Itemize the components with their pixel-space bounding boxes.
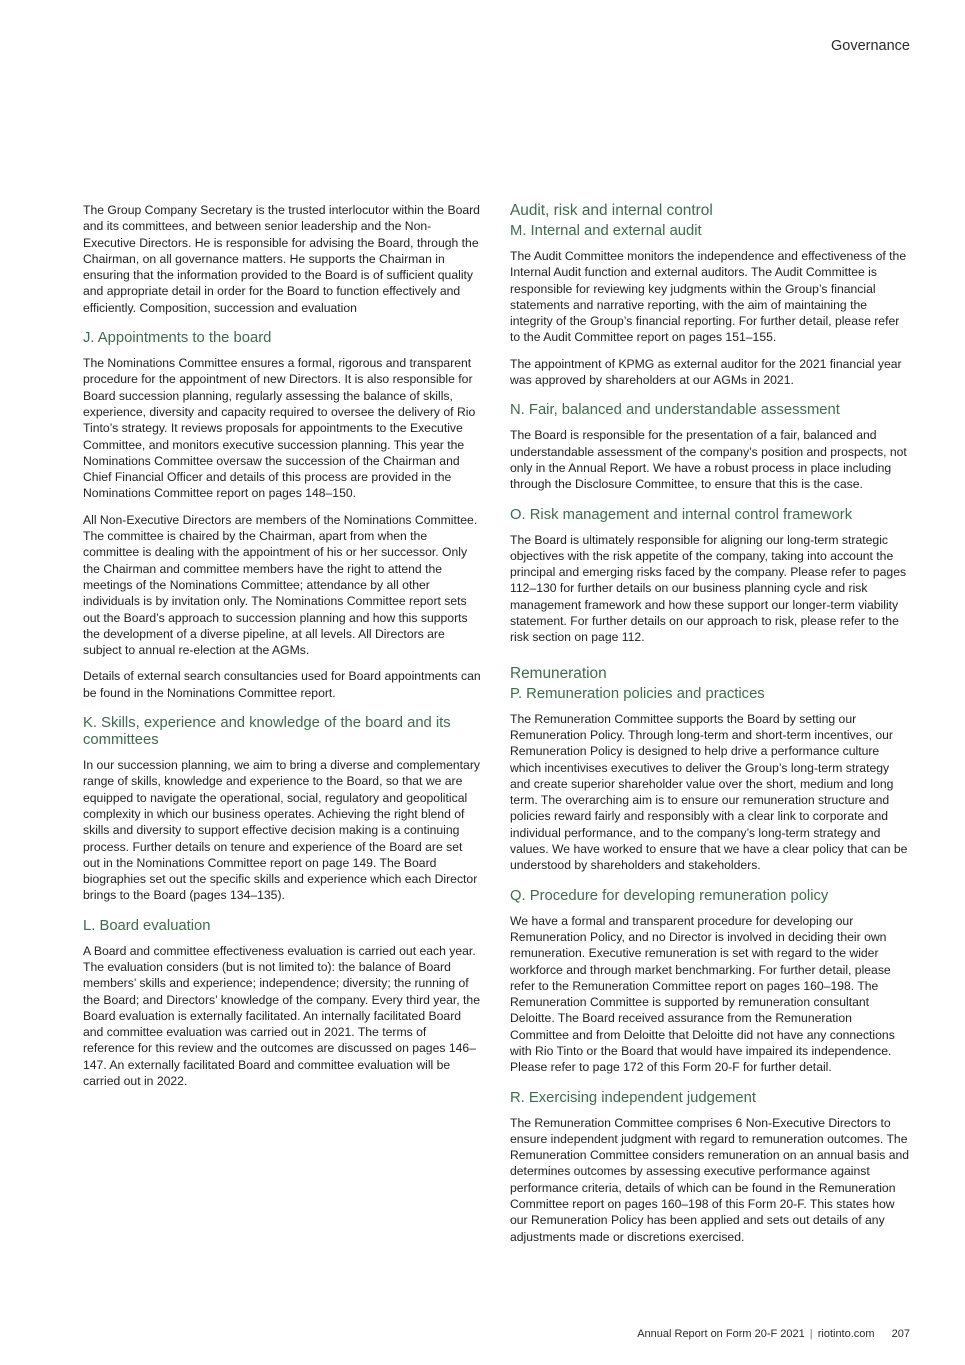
page-number: 207	[891, 1328, 910, 1340]
heading-appointments: J. Appointments to the board	[83, 330, 272, 347]
heading-remuneration-procedure: Q. Procedure for developing remuneration policy	[510, 887, 829, 904]
paragraph: The Remuneration Committee supports the Board by setting our Remuneration Policy. Through long-term and short-term incentives, our Remuneration Policy is designed to help drive a performance culture which incentivises executives to deliver the Group’s long-term strategy and create superior shareholder value over the short, medium and long term. The overarching aim is to ensure our remuneration structure and policies reward fairly and responsibly with a clear link to corporate and individual performance, and to the company’s long-term strategy and values. We have worked to ensure that we have a clear policy that can be understood by shareholders and stakeholders.	[510, 711, 908, 873]
paragraph: The Remuneration Committee comprises 6 Non-Executive Directors to ensure independent judgment with regard to remuneration outcomes. The Remuneration Committee considers remuneration on an annual basis and determines outcomes by assessing executive performance against performance criteria, details of which can be found in the Remuneration Committee report on pages 160–198 of this Form 20-F. This states how our Remuneration Policy has been applied and sets out details of any adjustments made or discretions exercised.	[510, 1115, 910, 1244]
paragraph: All Non-Executive Directors are members of the Nominations Committee. The committee is chaired by the Chairman, apart from when the committee is dealing with the appointment of his or her successor. Only the Chairman and committee members have the right to attend the meetings of the Nominations Committee; attendance by all other individuals is by invitation only. The Nominations Committee report sets out the Board’s approach to succession planning and how this supports the development of a diverse pipeline, at all levels. All Directors are subject to annual re-election at the AGMs.	[83, 512, 478, 658]
heading-skills: K. Skills, experience and knowledge of the board and its committees	[83, 715, 451, 749]
paragraph: The Audit Committee monitors the independence and effectiveness of the Internal Audit function and external auditors. The Audit Committee is responsible for reviewing key judgments within the Group’s financial statements and narrative reporting, with the aim of maintaining the integrity of the Group’s financial reporting. For further detail, please refer to the Audit Committee report on pages 151–155.	[510, 249, 907, 345]
footer-separator: |	[809, 1328, 813, 1340]
heading-board-evaluation: L. Board evaluation	[83, 917, 211, 934]
paragraph: A Board and committee effectiveness evaluation is carried out each year. The evaluation considers (but is not limited to): the balance of Board members’ skills and experience; independence; diversity; the running of the Board; and Directors’ knowledge of the company. Every third year, the Board evaluation is externally facilitated. An internally facilitated Board and committee evaluation was carried out in 2021. The terms of reference for this review and the outcomes are discussed on pages 146–147. An externally facilitated Board and committee evaluation will be carried out in 2022.	[83, 943, 480, 1089]
paragraph: We have a formal and transparent procedure for developing our Remuneration Policy, and no Director is involved in deciding their own remuneration. Executive remuneration is set with regard to the wider workforce and through market benchmarking. For further detail, please refer to the Remuneration Committee report on pages 160–198. The Remuneration Committee is supported by remuneration consultant Deloitte. The Board received assurance from the Remuneration Committee and from Deloitte that Deloitte did not have any connections with Rio Tinto or the Board that would have impaired its independence. Please refer to page 172 of this Form 20-F for further detail.	[510, 913, 895, 1075]
heading-fair-assessment: N. Fair, balanced and understandable assessment	[510, 402, 840, 419]
website-link[interactable]: riotinto.com	[817, 1328, 875, 1340]
paragraph: The Nominations Committee ensures a formal, rigorous and transparent procedure for the appointment of new Directors. It is also responsible for Board succession planning, regularly assessing the balance of skills, experience, diversity and capacity required to oversee the delivery of Rio Tinto’s strategy. It reviews proposals for appointments to the Executive Committee, and monitors executive succession planning. This year the Nominations Committee oversaw the succession of the Chairman and Chief Financial Officer and details of this process are provided in the Nominations Committee report on pages 148–150.	[83, 356, 476, 501]
heading-risk-management: O. Risk management and internal control framework	[510, 506, 853, 523]
heading-internal-external-audit: M. Internal and external audit	[510, 223, 702, 239]
heading-remuneration-policies: P. Remuneration policies and practices	[510, 685, 765, 702]
page-footer	[637, 1328, 910, 1340]
paragraph: The Board is responsible for the presentation of a fair, balanced and understandable assessment of the company’s position and prospects, not only in the Annual Report. We have a robust process in place including through the Disclosure Committee, to ensure that this is the case.	[510, 428, 907, 492]
paragraph: The appointment of KPMG as external auditor for the 2021 financial year was approved by shareholders at our AGMs in 2021.	[510, 356, 902, 388]
group-heading-remuneration: Remuneration	[510, 664, 607, 682]
section-header: Governance	[831, 38, 910, 54]
intro-paragraph: The Group Company Secretary is the trusted interlocutor within the Board and its committees, and between senior leadership and the Non-Executive Directors. He is responsible for advising the Board, through the Chairman, on all governance matters. He supports the Chairman in ensuring that the information provided to the Board is of sufficient quality and appropriate detail in order for the Board to function effectively and efficiently. Composition, succession and evaluation	[83, 203, 480, 315]
heading-independent-judgement: R. Exercising independent judgement	[510, 1089, 756, 1106]
left-column	[83, 202, 481, 1099]
paragraph: Details of external search consultancies used for Board appointments can be found in the Nominations Committee report.	[83, 669, 481, 700]
right-column	[510, 202, 912, 1255]
paragraph: The Board is ultimately responsible for aligning our long-term strategic objectives with the risk appetite of the company, taking into account the principal and emerging risks faced by the company. Please refer to pages 112–130 for further details on our business planning cycle and risk management framework and how these support our longer-term viability statement. For further details on our approach to risk, please refer to the risk section on page 112.	[510, 532, 907, 645]
paragraph: In our succession planning, we aim to bring a diverse and complementary range of skills, knowledge and experience to the Board, so that we are equipped to navigate the operational, social, regulatory and geopolitical complexity in which our business operates. Achieving the right blend of skills and diversity to support effective decision making is a continuing process. Further details on tenure and experience of the Board are set out in the Nominations Committee report on page 149. The Board biographies set out the specific skills and experience which each Director brings to the Board (pages 134–135).	[83, 758, 480, 903]
report-title: Annual Report on Form 20-F 2021	[637, 1328, 805, 1340]
group-heading-audit: Audit, risk and internal control	[510, 202, 713, 219]
